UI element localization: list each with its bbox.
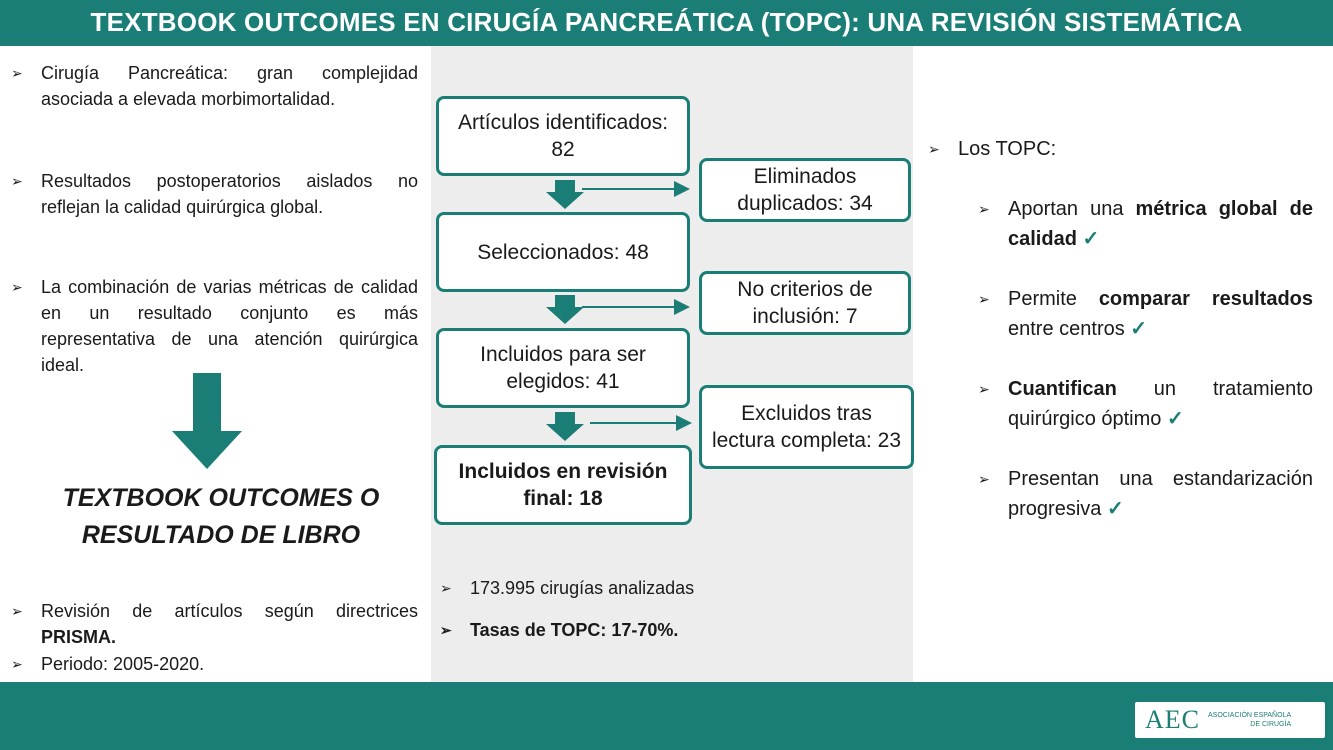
bullet-arrow-icon: ➢ <box>978 201 990 217</box>
bullet-complexity: ➢ Cirugía Pancreática: gran complejidad asociada a elevada morbimortalidad. <box>41 60 418 112</box>
bullet-prisma: ➢ Revisión de artículos según directrices PRISMA. <box>41 598 418 650</box>
down-block-arrow-1 <box>546 180 584 209</box>
aec-logo <box>1135 702 1325 738</box>
bullet-arrow-icon: ➢ <box>928 141 940 157</box>
bullet-arrow-icon: ➢ <box>978 291 990 307</box>
topc-quantify: ➢ Cuantifican un tratamiento quirúrgico óptimo ✓ <box>1008 374 1313 434</box>
aec-logo-mark: AEC <box>1145 705 1200 734</box>
topc-standardization: ➢ Presentan una estandarización progresiva ✓ <box>1008 464 1313 524</box>
check-icon: ✓ <box>1130 318 1148 340</box>
check-icon: ✓ <box>1106 498 1124 520</box>
bullet-arrow-icon: ➢ <box>978 381 990 397</box>
bullet-arrow-icon: ➢ <box>440 622 452 638</box>
footer-bar <box>0 682 1333 750</box>
textbook-outcomes-title: TEXTBOOK OUTCOMES O RESULTADO DE LIBRO <box>62 484 380 549</box>
bullet-arrow-icon: ➢ <box>11 603 23 619</box>
flow-side-duplicates: Eliminados duplicados: 34 <box>699 158 911 222</box>
page-title: TEXTBOOK OUTCOMES EN CIRUGÍA PANCREÁTICA (TOPC): UNA REVISIÓN SISTEMÁTICA <box>0 0 1333 46</box>
down-block-arrow-2 <box>546 295 584 324</box>
bullet-arrow-icon: ➢ <box>11 65 23 81</box>
flow-box-identified: Artículos identificados: 82 <box>436 96 690 176</box>
topc-global-metric: ➢ Aportan una métrica global de calidad ✓ <box>1008 194 1313 254</box>
topc-heading: ➢ Los TOPC: <box>958 134 1158 164</box>
down-block-arrow-3 <box>546 412 584 441</box>
flow-box-eligible: Incluidos para ser elegidos: 41 <box>436 328 690 408</box>
topc-compare: ➢ Permite comparar resultados entre centros ✓ <box>1008 284 1313 344</box>
stat-topc-rates: ➢ Tasas de TOPC: 17-70%. <box>440 620 679 640</box>
bullet-period: ➢ Periodo: 2005-2020. <box>41 651 418 677</box>
bullet-arrow-icon: ➢ <box>11 279 23 295</box>
flow-side-criteria: No criterios de inclusión: 7 <box>699 271 911 335</box>
bullet-arrow-icon: ➢ <box>978 471 990 487</box>
flow-box-selected: Seleccionados: 48 <box>436 212 690 292</box>
check-icon: ✓ <box>1082 228 1100 250</box>
bullet-arrow-icon: ➢ <box>11 173 23 189</box>
stat-surgeries: ➢ 173.995 cirugías analizadas <box>440 578 695 598</box>
aec-logo-text: ASOCIACIÓN ESPAÑOLA DE CIRUGÍA <box>1208 712 1292 728</box>
bullet-combination: ➢ La combinación de varias métricas de calidad en un resultado conjunto es más representativa de una atención quirúrgica ideal. <box>41 274 418 378</box>
check-icon: ✓ <box>1166 408 1184 430</box>
bullet-arrow-icon: ➢ <box>11 656 23 672</box>
bullet-isolated-results: ➢ Resultados postoperatorios aislados no reflejan la calidad quirúrgica global. <box>41 168 418 220</box>
flow-box-final: Incluidos en revisión final: 18 <box>434 445 692 525</box>
bullet-arrow-icon: ➢ <box>440 580 452 596</box>
flow-side-excluded: Excluidos tras lectura completa: 23 <box>699 385 914 469</box>
